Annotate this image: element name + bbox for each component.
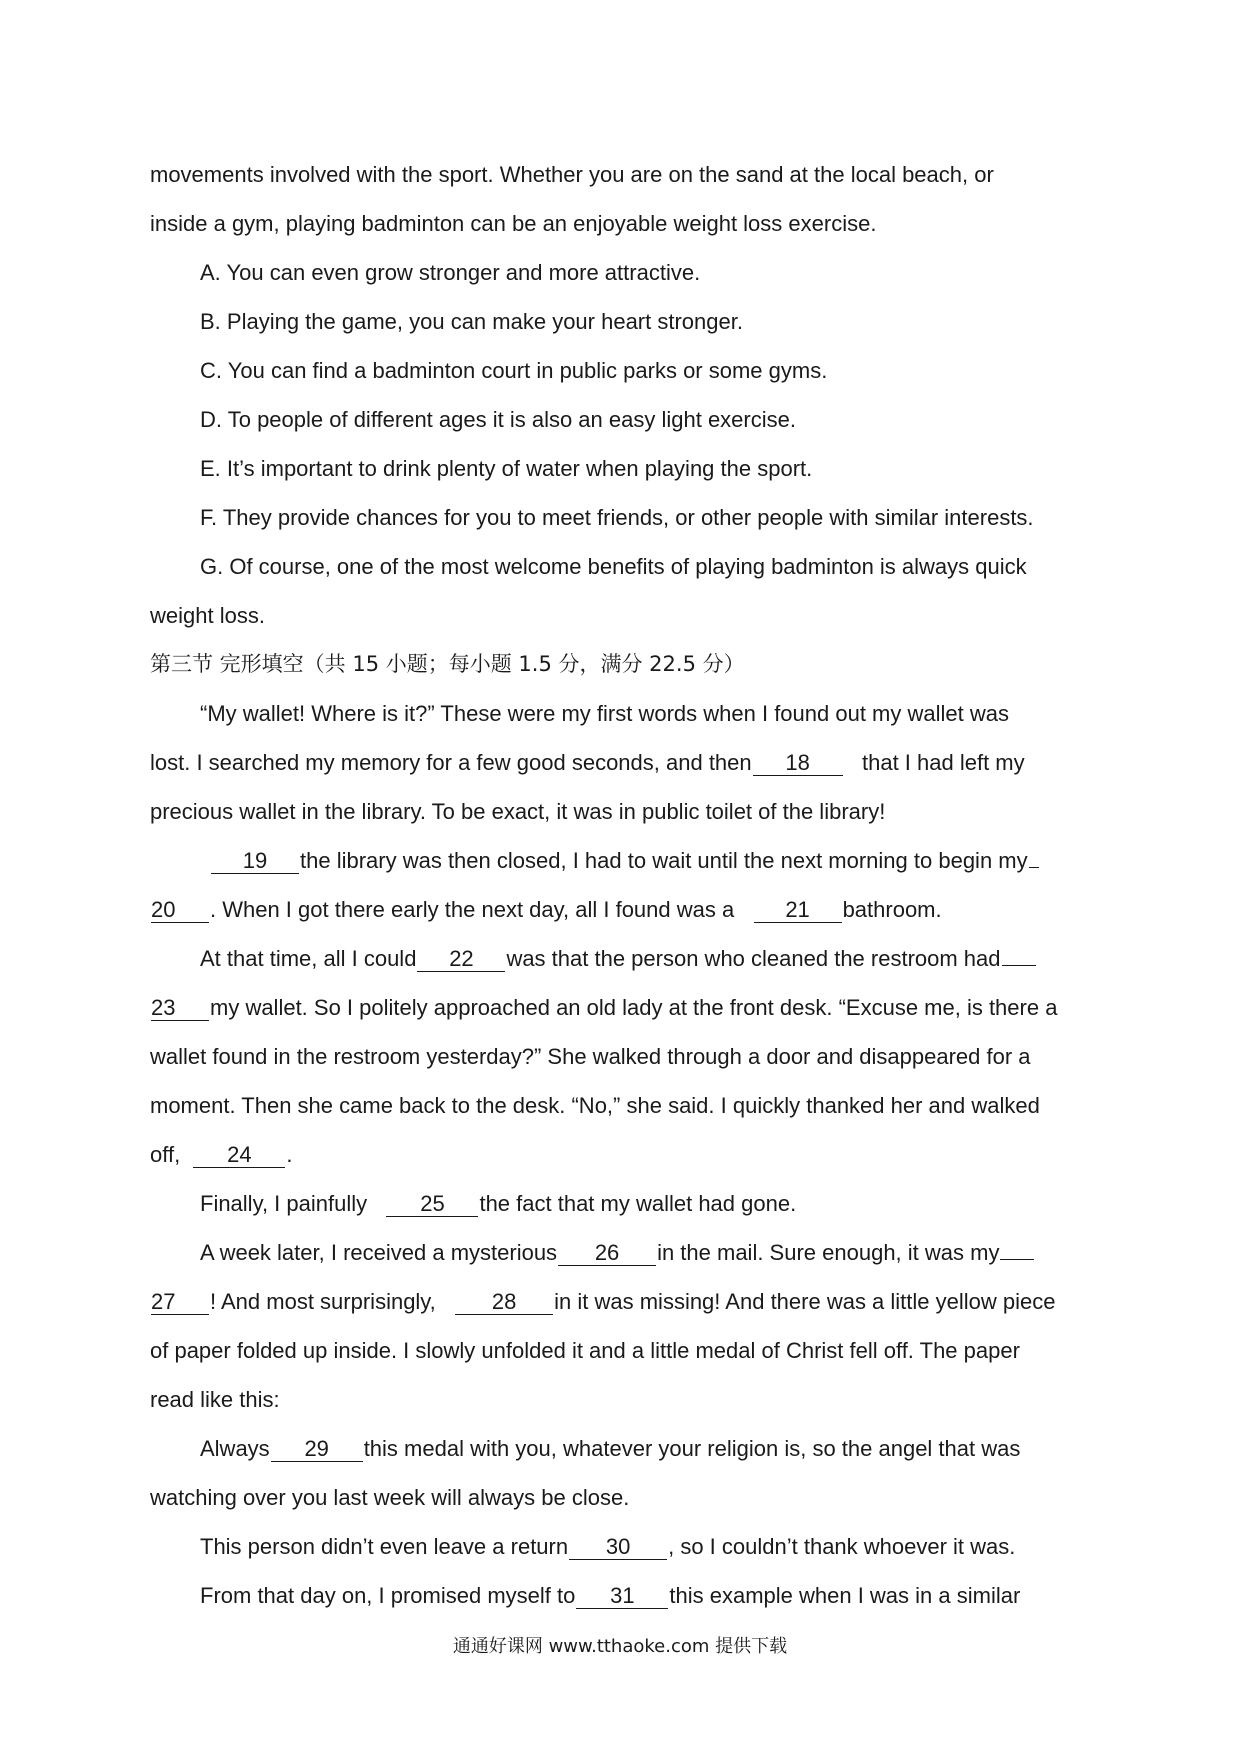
cloze-line	[150, 983, 1100, 1032]
cloze-text: Finally, I painfully	[200, 1191, 368, 1216]
blank-19: 19	[211, 849, 299, 874]
cloze-text: .	[286, 1142, 293, 1167]
cloze-text: ! And most surprisingly,	[210, 1289, 436, 1314]
option-a: A. You can even grow stronger and more attractive.	[200, 260, 701, 285]
cloze-text: . When I got there early the next day, all I found was a	[210, 897, 735, 922]
cloze-text: lost. I searched my memory for a few good seconds, and then	[150, 750, 752, 775]
blank-27: 27	[151, 1290, 209, 1315]
cloze-line: “My wallet! Where is it?” These were my first words when I found out my wallet was	[200, 701, 1009, 726]
passage-line: inside a gym, playing badminton can be an enjoyable weight loss exercise.	[150, 211, 877, 236]
cloze-text: This person didn’t even leave a return	[200, 1534, 569, 1559]
blank-29: 29	[271, 1437, 363, 1462]
cloze-text: From that day on, I promised myself to	[200, 1583, 576, 1608]
cloze-line	[150, 1130, 1100, 1179]
blank-18: 18	[753, 751, 843, 776]
cloze-text: this medal with you, whatever your religion is, so the angel that was	[363, 1436, 1021, 1461]
cloze-line	[150, 1522, 1100, 1571]
cloze-text: Always	[200, 1436, 270, 1461]
option-g: G. Of course, one of the most welcome benefits of playing badminton is always quick	[200, 554, 1027, 579]
cloze-text: At that time, all I could	[200, 946, 417, 971]
cloze-line	[150, 885, 1100, 934]
cloze-line	[150, 1179, 1100, 1228]
option-d: D. To people of different ages it is also an easy light exercise.	[200, 407, 796, 432]
cloze-line: watching over you last week will always be close.	[150, 1485, 630, 1510]
blank-31: 31	[576, 1584, 668, 1609]
cloze-line: wallet found in the restroom yesterday?” She walked through a door and disappeared for a	[150, 1044, 1031, 1069]
blank-24: 24	[193, 1143, 285, 1168]
cloze-line: read like this:	[150, 1387, 280, 1412]
document-body	[150, 150, 1100, 1620]
cloze-line: precious wallet in the library. To be exact, it was in public toilet of the library!	[150, 799, 886, 824]
cloze-text: in it was missing! And there was a little yellow piece	[554, 1289, 1056, 1314]
cloze-line	[150, 934, 1100, 983]
passage-line: movements involved with the sport. Whether you are on the sand at the local beach, or	[150, 162, 994, 187]
blank-22: 22	[417, 947, 505, 972]
cloze-text: A week later, I received a mysterious	[200, 1240, 558, 1265]
page-footer: 通通好课网 www.tthaoke.com 提供下载	[452, 1636, 788, 1657]
blank-20: 20	[151, 898, 209, 923]
cloze-text: bathroom.	[842, 897, 942, 922]
cloze-text: in the mail. Sure enough, it was my	[657, 1240, 1000, 1265]
option-g-continued: weight loss.	[150, 603, 265, 628]
cloze-line	[150, 738, 1100, 787]
section-title: 第三节 完形填空（共 15 小题；每小题 1.5 分，满分 22.5 分）	[150, 652, 745, 676]
option-b: B. Playing the game, you can make your heart stronger.	[200, 309, 743, 334]
blank-26: 26	[558, 1241, 656, 1266]
cloze-text: off,	[150, 1142, 181, 1167]
option-f: F. They provide chances for you to meet friends, or other people with similar interests.	[200, 505, 1034, 530]
blank-30: 30	[569, 1535, 667, 1560]
cloze-text: was that the person who cleaned the restroom had	[506, 946, 1001, 971]
blank-21: 21	[754, 898, 842, 923]
cloze-line	[150, 1571, 1100, 1620]
blank-23: 23	[151, 996, 209, 1021]
blank-23-start	[1002, 965, 1036, 966]
cloze-text: the fact that my wallet had gone.	[479, 1191, 797, 1216]
cloze-line	[150, 1228, 1100, 1277]
blank-27-start	[1000, 1259, 1034, 1260]
cloze-line	[150, 1277, 1100, 1326]
blank-28: 28	[455, 1290, 553, 1315]
option-e: E. It’s important to drink plenty of water when playing the sport.	[200, 456, 813, 481]
cloze-text: my wallet. So I politely approached an old lady at the front desk. “Excuse me, is there a	[210, 995, 1058, 1020]
cloze-text: , so I couldn’t thank whoever it was.	[668, 1534, 1016, 1559]
blank-20-start	[1029, 867, 1039, 868]
cloze-text: the library was then closed, I had to wait until the next morning to begin my	[300, 848, 1028, 873]
cloze-line: moment. Then she came back to the desk. “No,” she said. I quickly thanked her and walked	[150, 1093, 1040, 1118]
cloze-line	[150, 836, 1100, 885]
cloze-text: this example when I was in a similar	[669, 1583, 1021, 1608]
cloze-line: of paper folded up inside. I slowly unfolded it and a little medal of Christ fell off. The paper	[150, 1338, 1020, 1363]
cloze-line	[150, 1424, 1100, 1473]
option-c: C. You can find a badminton court in public parks or some gyms.	[200, 358, 828, 383]
cloze-text: that I had left my	[861, 750, 1025, 775]
blank-25: 25	[386, 1192, 478, 1217]
